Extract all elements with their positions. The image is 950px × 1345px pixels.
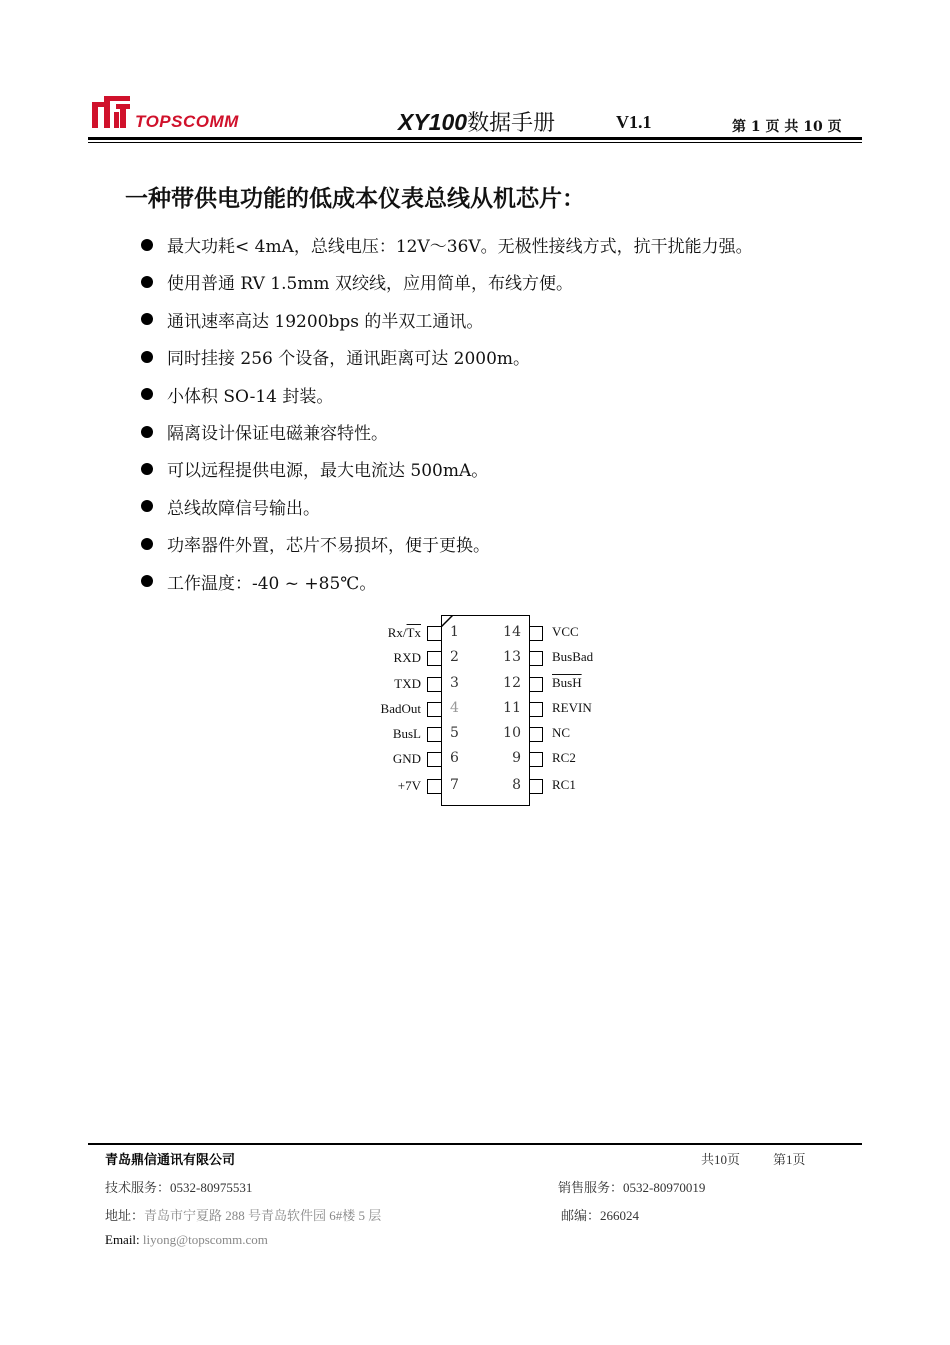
pin-label: BusH — [552, 675, 582, 690]
bullet-icon — [141, 500, 153, 512]
bullet-icon — [141, 351, 153, 363]
address-value: 青岛市宁夏路 288 号青岛软件园 6#楼 5 层 — [144, 1208, 382, 1223]
pin-label: BusL — [392, 726, 421, 741]
zip-value: 266024 — [600, 1208, 640, 1223]
feature-text: 通讯速率高达 19200bps 的半双工通讯。 — [167, 311, 484, 332]
pin-pad — [529, 651, 543, 666]
pin-number: 1 — [450, 624, 459, 640]
feature-item — [141, 344, 530, 369]
address-label: 地址： — [105, 1208, 145, 1223]
pin-pad — [427, 677, 441, 692]
sales-phone: 0532-80970019 — [623, 1180, 706, 1195]
footer-total-pages: 共10页 — [701, 1152, 741, 1167]
document-title — [398, 106, 555, 137]
pin-number: 14 — [503, 624, 521, 640]
bullet-icon — [141, 426, 153, 438]
pin-label: +7V — [397, 778, 421, 793]
footer-company: 青岛鼎信通讯有限公司 — [105, 1153, 236, 1168]
pin-label: BadOut — [380, 701, 421, 716]
feature-text: 功率器件外置，芯片不易损坏，便于更换。 — [167, 536, 490, 557]
pin-number: 13 — [503, 649, 521, 665]
pin-pad — [427, 626, 441, 641]
feature-text: 隔离设计保证电磁兼容特性。 — [167, 424, 388, 444]
feature-item — [141, 569, 376, 594]
email — [105, 1232, 268, 1248]
pin-pad — [427, 779, 441, 794]
pin-label: BusBad — [552, 649, 594, 664]
pin-pad — [529, 779, 543, 794]
document-version: V1.1 — [616, 112, 652, 132]
bullet-icon — [141, 575, 153, 587]
pin-pad — [529, 752, 543, 767]
pin-number: 7 — [450, 777, 459, 793]
pin-pad — [529, 727, 543, 742]
pin-label: TXD — [394, 676, 421, 691]
feature-item — [141, 307, 483, 332]
page-indicator: 第 1 页 共 10 页 — [732, 119, 842, 135]
pin-number: 5 — [450, 725, 459, 741]
sales-label: 销售服务： — [558, 1180, 624, 1195]
pin-number: 8 — [512, 777, 521, 793]
bullet-icon — [141, 538, 153, 550]
email-label: Email: — [105, 1232, 140, 1247]
pin-label: $Rx/\overline{Tx}$ — [387, 625, 421, 640]
bullet-icon — [141, 313, 153, 325]
address — [105, 1205, 381, 1224]
header-divider — [88, 137, 862, 140]
logo-text: TOPSCOMM — [135, 112, 239, 131]
feature-text: 小体积 SO-14 封装。 — [167, 386, 334, 407]
pin-pad — [427, 727, 441, 742]
pin-pad — [529, 626, 543, 641]
zip — [561, 1205, 639, 1224]
pin-number: 9 — [512, 750, 521, 766]
feature-item — [141, 494, 320, 519]
sales-service — [558, 1177, 705, 1196]
pin-label: RC2 — [552, 750, 576, 765]
bullet-icon — [141, 239, 153, 251]
pin-pad — [427, 651, 441, 666]
bullet-icon — [141, 276, 153, 288]
pin-number: 2 — [450, 649, 459, 665]
feature-text: 使用普通 RV 1.5mm 双绞线，应用简单，布线方便。 — [167, 274, 573, 295]
feature-item — [141, 456, 488, 481]
title-suffix: 数据手册 — [467, 111, 556, 136]
feature-text: 同时挂接 256 个设备，通讯距离可达 2000m。 — [167, 349, 531, 370]
pin-pad — [427, 752, 441, 767]
tech-service — [105, 1177, 252, 1196]
tech-label: 技术服务： — [105, 1180, 171, 1195]
pin-label: REVIN — [552, 700, 592, 715]
feature-item — [141, 382, 333, 407]
pin-number: 4 — [450, 700, 459, 716]
footer-divider — [88, 1143, 862, 1145]
pin-number: 6 — [450, 750, 459, 766]
section-heading: 一种带供电功能的低成本仪表总线从机芯片： — [125, 186, 585, 212]
feature-item — [141, 269, 573, 294]
pin-label: VCC — [552, 624, 579, 639]
feature-text: 总线故障信号输出。 — [167, 498, 320, 519]
feature-text: 可以远程提供电源，最大电流达 500mA。 — [167, 461, 489, 482]
footer-current-page: 第1页 — [773, 1152, 806, 1167]
pin-label: GND — [392, 751, 421, 766]
pin-label: RC1 — [552, 777, 576, 792]
header-divider-thin — [88, 142, 862, 143]
tech-phone: 0532-80975531 — [170, 1180, 253, 1195]
feature-item — [141, 419, 388, 444]
feature-item — [141, 232, 753, 257]
pin-number: 12 — [503, 675, 521, 691]
pin-number: 3 — [450, 675, 459, 691]
bullet-icon — [141, 388, 153, 400]
pin-pad — [427, 702, 441, 717]
pin-pad — [529, 702, 543, 717]
pin-pad — [529, 677, 543, 692]
zip-label: 邮编： — [561, 1208, 601, 1223]
feature-text: 最大功耗< 4mA，总线电压：12V～36V。无极性接线方式，抗干扰能力强。 — [167, 237, 753, 257]
email-link[interactable]: liyong@topscomm.com — [142, 1232, 268, 1247]
bullet-icon — [141, 463, 153, 475]
feature-item — [141, 531, 490, 556]
pin-number: 11 — [503, 700, 521, 716]
pin-number: 10 — [503, 725, 521, 741]
model-name: XY100 — [398, 109, 468, 135]
pin-label: RXD — [393, 650, 421, 665]
feature-text: 工作温度：-40 ~ +85℃。 — [167, 573, 377, 594]
pin-label: NC — [552, 725, 571, 740]
